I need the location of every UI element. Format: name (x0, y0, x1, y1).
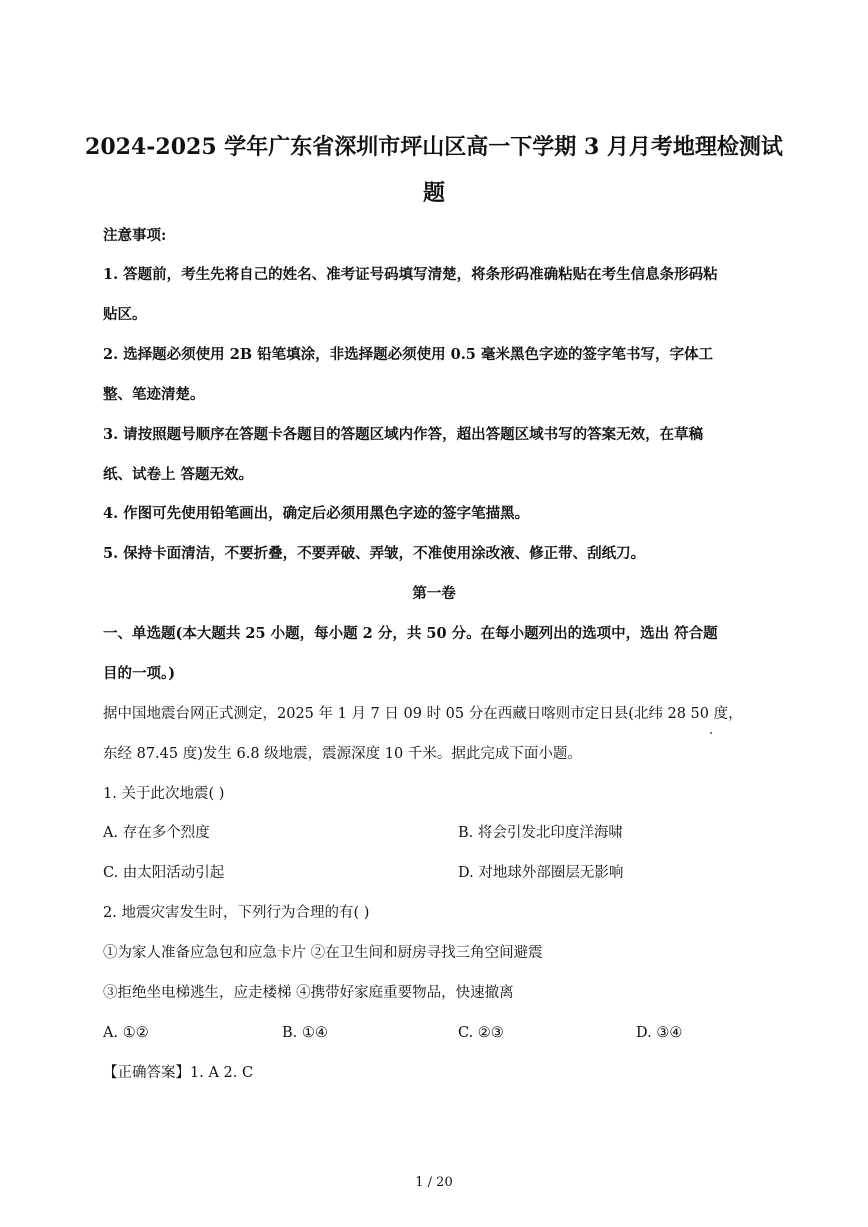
notice-item-3: 3. 请按照题号顺序在答题卡各题目的答题区域内作答，超出答题区域书写的答案无效，在草稿 (103, 426, 704, 443)
question-2-option-d: D. ③④ (636, 1025, 683, 1041)
page-number: 1 / 20 (415, 1175, 453, 1190)
notice-item-4: 4. 作图可先使用铅笔画出，确定后必须用黑色字迹的签字笔描黑。 (103, 505, 530, 522)
notice-item-1-cont: 贴区。 (103, 306, 147, 323)
material-line-1: 据中国地震台网正式测定，2025 年 1 月 7 日 09 时 05 分在西藏日喀则市定日县(北纬 28 50 度， (103, 706, 743, 722)
question-1-option-c: C. 由太阳活动引起 (103, 865, 225, 881)
section-heading-line-1: 一、单选题(本大题共 25 小题，每小题 2 分，共 50 分。在每小题列出的选项中，选出 符合题 (103, 625, 718, 642)
notice-heading: 注意事项: (103, 227, 167, 244)
question-1-stem: 1. 关于此次地震( ) (103, 786, 225, 802)
question-2-option-c: C. ②③ (458, 1025, 504, 1041)
document-title-line-1: 2024-2025 学年广东省深圳市坪山区高一下学期 3 月月考地理检测试 (85, 134, 783, 160)
answer-key: 【正确答案】1. A 2. C (103, 1065, 254, 1081)
document-title-line-2: 题 (422, 180, 445, 206)
notice-item-1: 1. 答题前，考生先将自己的姓名、准考证号码填写清楚，将条形码准确粘贴在考生信息条形码粘 (103, 266, 718, 283)
section-heading-line-2: 目的一项。) (103, 665, 176, 682)
question-2-statements-2: ③拒绝坐电梯逃生，应走楼梯 ④携带好家庭重要物品，快速撤离 (103, 985, 514, 1001)
notice-item-2: 2. 选择题必须使用 2B 铅笔填涂，非选择题必须使用 0.5 毫米黑色字迹的签字笔书写，字体工 (103, 346, 713, 363)
volume-heading: 第一卷 (412, 585, 456, 602)
notice-item-3-cont: 纸、试卷上 答题无效。 (103, 466, 254, 483)
question-2-option-b: B. ①④ (282, 1025, 328, 1041)
scan-speck (710, 732, 712, 734)
notice-item-5: 5. 保持卡面清洁，不要折叠，不要弄破、弄皱，不准使用涂改液、修正带、刮纸刀。 (103, 545, 646, 562)
question-2-statements-1: ①为家人准备应急包和应急卡片 ②在卫生间和厨房寻找三角空间避震 (103, 945, 543, 961)
question-1-option-b: B. 将会引发北印度洋海啸 (458, 825, 623, 841)
question-1-option-a: A. 存在多个烈度 (103, 825, 210, 841)
material-line-2: 东经 87.45 度)发生 6.8 级地震，震源深度 10 千米。据此完成下面小题。 (103, 746, 582, 762)
question-2-option-a: A. ①② (103, 1025, 149, 1041)
question-1-option-d: D. 对地球外部圈层无影响 (458, 865, 624, 881)
notice-item-2-cont: 整、笔迹清楚。 (103, 386, 205, 403)
question-2-stem: 2. 地震灾害发生时，下列行为合理的有( ) (103, 905, 370, 921)
